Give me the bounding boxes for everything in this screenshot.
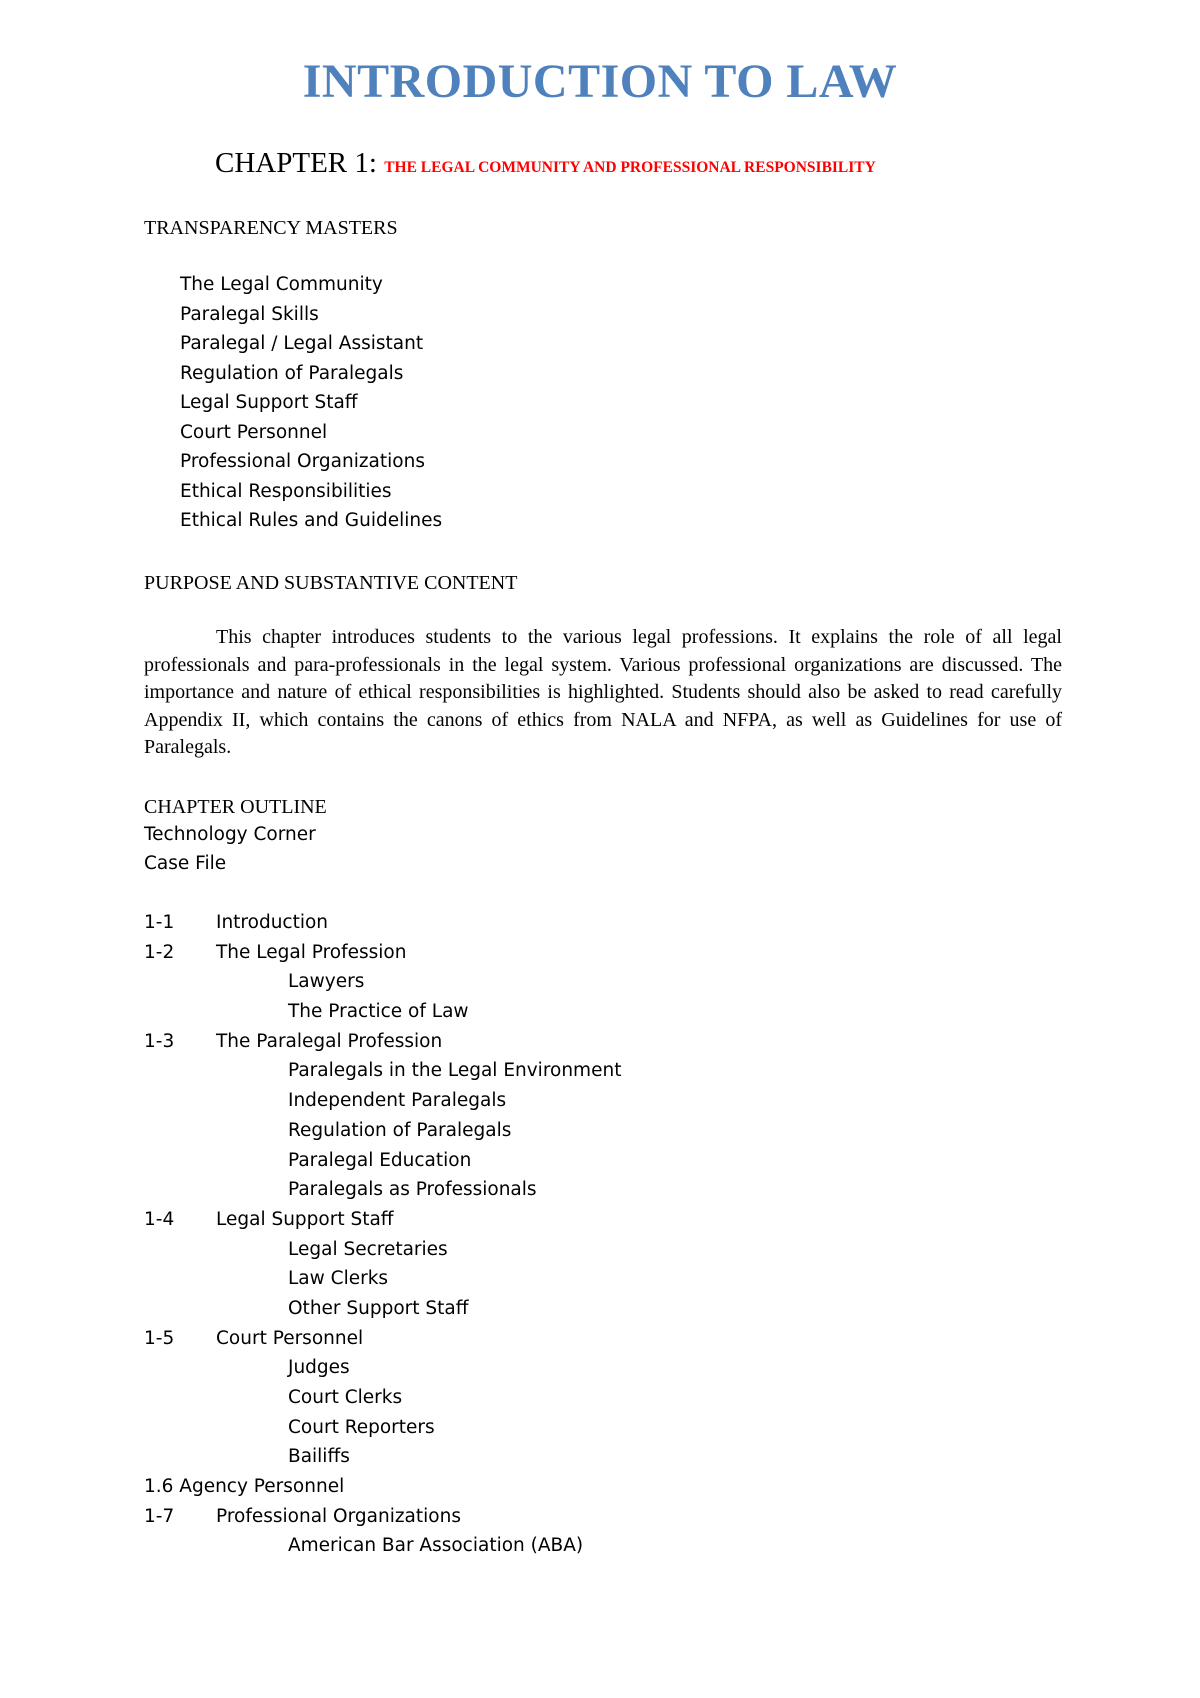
section-number: 1-5 <box>144 1327 175 1349</box>
subsection-title: Court Clerks <box>288 1387 403 1408</box>
list-item: Ethical Responsibilities <box>180 480 392 502</box>
outline-pre-item: Technology Corner <box>144 824 316 845</box>
list-item: Regulation of Paralegals <box>180 362 404 384</box>
subsection-title: Independent Paralegals <box>288 1090 507 1112</box>
list-item: Ethical Rules and Guidelines <box>180 510 443 531</box>
purpose-heading: PURPOSE AND SUBSTANTIVE CONTENT <box>144 572 518 594</box>
document-title: INTRODUCTION TO LAW <box>302 55 898 108</box>
section-title: Professional Organizations <box>216 1505 461 1527</box>
subsection-title: Other Support Staff <box>288 1297 469 1319</box>
chapter-outline-heading: CHAPTER OUTLINE <box>144 796 327 818</box>
subsection-title: Paralegal Education <box>288 1149 472 1171</box>
section-number: 1-4 <box>144 1208 175 1230</box>
purpose-paragraph: This chapter introduces students to the various legal professions. It explains the role of all legal professionals and para-professionals in the legal system. Various professional organizations are discussed. The importance and nature of ethical responsibilities is highlighted. Students should also be asked to read carefully Appendix II, which contains the canons of ethics from NALA and NFPA, as well as Guidelines for use of Paralegals. <box>144 626 1062 759</box>
section-title: The Paralegal Profession <box>216 1030 443 1052</box>
section-title: Court Personnel <box>216 1327 364 1349</box>
section-title: 1.6 Agency Personnel <box>144 1476 345 1498</box>
subsection-title: Judges <box>288 1357 350 1379</box>
section-number: 1-7 <box>144 1505 175 1527</box>
transparency-masters-list <box>180 270 442 536</box>
outline-pre-item: Case File <box>144 853 227 874</box>
subsection-title: Paralegals in the Legal Environment <box>288 1060 622 1082</box>
list-item: Professional Organizations <box>180 451 425 472</box>
list-item: Paralegal Skills <box>180 303 319 325</box>
chapter-heading <box>215 148 876 180</box>
section-title: Legal Support Staff <box>216 1208 394 1230</box>
chapter-number: CHAPTER 1: <box>215 147 385 179</box>
subsection-title: Regulation of Paralegals <box>288 1119 512 1141</box>
subsection-title: Paralegals as Professionals <box>288 1179 537 1201</box>
section-number: 1-3 <box>144 1030 175 1052</box>
subsection-title: American Bar Association (ABA) <box>288 1535 584 1557</box>
subsection-title: Court Reporters <box>288 1416 435 1438</box>
list-item: The Legal Community <box>180 274 383 295</box>
list-item: Paralegal / Legal Assistant <box>180 333 424 354</box>
subsection-title: Legal Secretaries <box>288 1238 448 1260</box>
transparency-masters-heading: TRANSPARENCY MASTERS <box>144 217 398 239</box>
subsection-title: Bailiffs <box>288 1446 350 1468</box>
subsection-title: The Practice of Law <box>288 1001 469 1023</box>
subsection-title: Law Clerks <box>288 1268 389 1290</box>
subsection-title: Lawyers <box>288 971 365 993</box>
list-item: Legal Support Staff <box>180 392 358 413</box>
section-number: 1-2 <box>144 941 175 963</box>
section-title: Introduction <box>216 912 329 933</box>
section-title: The Legal Profession <box>216 941 407 963</box>
list-item: Court Personnel <box>180 421 328 443</box>
section-number: 1-1 <box>144 912 175 933</box>
chapter-subtitle: THE LEGAL COMMUNITY AND PROFESSIONAL RESPONSIBILITY <box>384 159 876 176</box>
